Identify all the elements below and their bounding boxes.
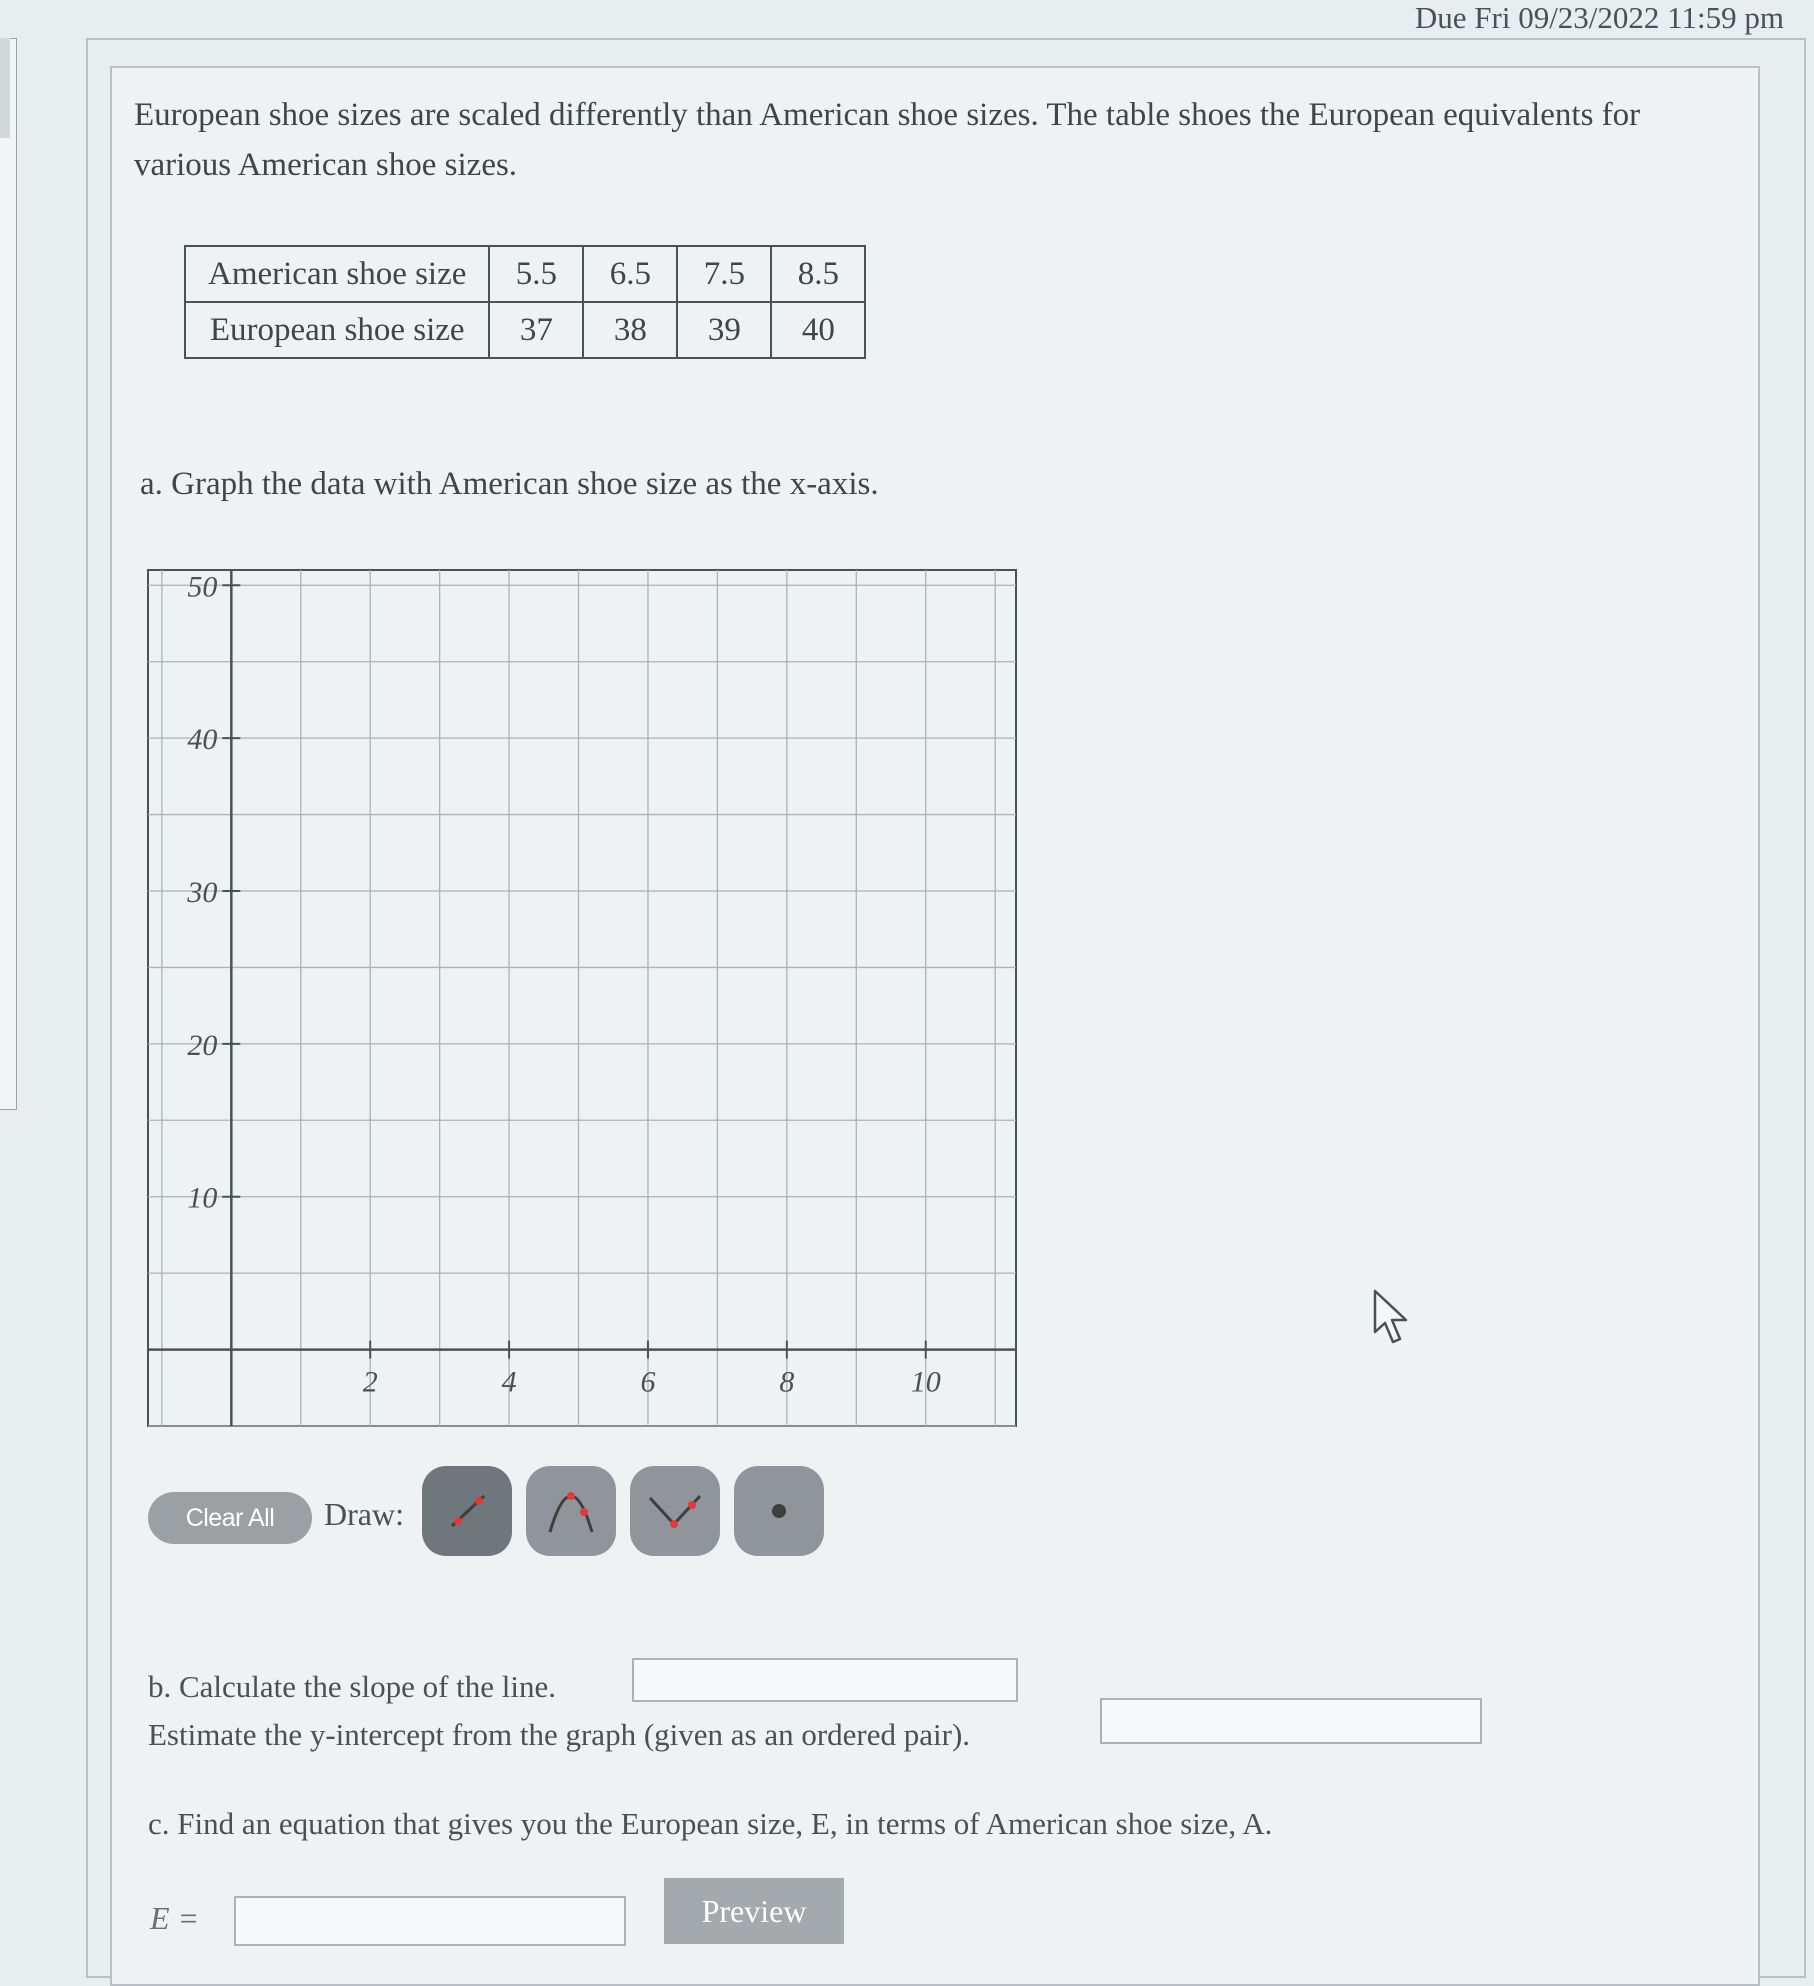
clear-all-button[interactable]: Clear All bbox=[148, 1492, 312, 1544]
table-cell: 5.5 bbox=[489, 246, 583, 302]
graph-toolbar bbox=[148, 1466, 848, 1558]
table-row-label: European shoe size bbox=[185, 302, 489, 358]
left-side-tab-handle[interactable] bbox=[0, 38, 10, 138]
y-tick-label: 50 bbox=[187, 570, 218, 604]
table-cell: 38 bbox=[583, 302, 677, 358]
table-cell: 37 bbox=[489, 302, 583, 358]
equation-input[interactable] bbox=[234, 1896, 626, 1946]
slope-prompt: b. Calculate the slope of the line. bbox=[148, 1669, 557, 1704]
parabola-icon bbox=[526, 1466, 616, 1556]
table-cell: 8.5 bbox=[771, 246, 865, 302]
parabola-tool-button[interactable] bbox=[526, 1466, 616, 1556]
table-row-european bbox=[185, 302, 865, 358]
question-intro: European shoe sizes are scaled differently than American shoe sizes. The table shoes the European equivalents for various American shoe sizes. bbox=[134, 97, 1641, 183]
part-a-prompt: a. Graph the data with American shoe size as the x-axis. bbox=[140, 466, 879, 502]
table-cell: 7.5 bbox=[677, 246, 771, 302]
x-tick-label: 2 bbox=[362, 1365, 378, 1399]
y-tick-label: 20 bbox=[187, 1028, 218, 1062]
table-row-label: American shoe size bbox=[185, 246, 489, 302]
preview-button[interactable]: Preview bbox=[664, 1878, 844, 1944]
equation-label: E = bbox=[150, 1900, 200, 1936]
point-icon bbox=[734, 1466, 824, 1556]
left-side-tab bbox=[0, 38, 17, 1110]
y-tick-label: 40 bbox=[187, 723, 218, 757]
graph-container[interactable] bbox=[140, 562, 1024, 1434]
absolute-value-tool-button[interactable] bbox=[630, 1466, 720, 1556]
graph-background bbox=[148, 570, 1016, 1426]
slope-input[interactable] bbox=[632, 1658, 1018, 1702]
x-tick-label: 6 bbox=[640, 1365, 656, 1399]
x-tick-label: 8 bbox=[779, 1365, 795, 1399]
intercept-prompt bbox=[148, 1712, 970, 1758]
y-tick-label: 30 bbox=[187, 876, 218, 909]
line-tool-button[interactable] bbox=[422, 1466, 512, 1556]
v-shape-icon bbox=[630, 1466, 720, 1556]
table-cell: 40 bbox=[771, 302, 865, 358]
draw-label: Draw: bbox=[324, 1496, 404, 1532]
x-tick-label: 4 bbox=[501, 1365, 517, 1399]
mouse-cursor-icon bbox=[1372, 1288, 1416, 1352]
table-row-american bbox=[185, 246, 865, 302]
intercept-prompt-text: Estimate the y-intercept from the graph (given as an ordered pair). bbox=[148, 1717, 971, 1752]
table-cell: 6.5 bbox=[583, 246, 677, 302]
y-tick-label: 10 bbox=[187, 1181, 218, 1215]
part-c-prompt: c. Find an equation that gives you the European size, E, in terms of American shoe size, A. bbox=[148, 1806, 1273, 1841]
y-intercept-input[interactable] bbox=[1100, 1698, 1482, 1744]
shoe-size-table bbox=[184, 245, 866, 359]
due-date: Due Fri 09/23/2022 11:59 pm bbox=[1414, 0, 1784, 35]
graph-canvas[interactable] bbox=[140, 562, 1024, 1434]
point-tool-button[interactable] bbox=[734, 1466, 824, 1556]
line-segment-icon bbox=[422, 1466, 512, 1556]
table-cell: 39 bbox=[677, 302, 771, 358]
x-tick-label: 10 bbox=[910, 1365, 941, 1399]
